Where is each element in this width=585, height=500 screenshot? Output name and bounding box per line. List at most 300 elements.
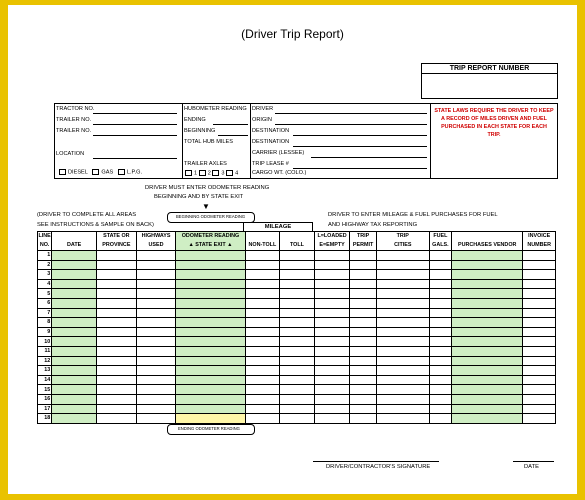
table-cell[interactable] (280, 366, 315, 376)
table-cell[interactable] (314, 375, 350, 385)
table-cell[interactable] (314, 308, 350, 318)
table-row (38, 385, 556, 395)
table-cell[interactable] (136, 260, 176, 270)
table-cell[interactable] (136, 356, 176, 366)
destination-field-2[interactable] (293, 146, 427, 147)
table-cell[interactable] (52, 260, 97, 270)
table-cell[interactable] (376, 318, 429, 328)
table-cell[interactable] (280, 385, 315, 395)
table-cell[interactable] (523, 366, 556, 376)
table-cell[interactable] (136, 375, 176, 385)
table-cell[interactable] (245, 414, 280, 424)
table-cell[interactable] (136, 414, 176, 424)
table-cell[interactable] (280, 346, 315, 356)
table-cell[interactable] (136, 385, 176, 395)
table-cell[interactable] (136, 308, 176, 318)
table-cell[interactable] (245, 251, 280, 261)
gas-label: GAS (101, 169, 114, 176)
table-cell[interactable] (350, 356, 376, 366)
table-cell[interactable] (52, 318, 97, 328)
table-cell[interactable] (280, 260, 315, 270)
table-cell[interactable] (97, 356, 137, 366)
column-header-bottom: GALS. (429, 241, 451, 251)
table-cell[interactable] (523, 289, 556, 299)
table-cell[interactable] (52, 414, 97, 424)
column-header-bottom: PERMIT (350, 241, 376, 251)
table-cell[interactable] (245, 366, 280, 376)
table-cell[interactable] (429, 414, 451, 424)
table-cell[interactable] (136, 404, 176, 414)
table-cell[interactable] (452, 385, 523, 395)
table-cell[interactable] (350, 289, 376, 299)
table-cell[interactable] (523, 385, 556, 395)
table-cell[interactable] (376, 394, 429, 404)
state-laws-notice: STATE LAWS REQUIRE THE DRIVER TO KEEP A RECORD OF MILES DRIVEN AND FUEL PURCHASED IN EACH STATE FOR EACH TRIP. (434, 108, 554, 138)
table-cell[interactable] (280, 394, 315, 404)
table-cell[interactable] (52, 327, 97, 337)
table-cell[interactable] (314, 385, 350, 395)
column-header-bottom: NON-TOLL (245, 241, 280, 251)
odometer-note-line2: BEGINNING AND BY STATE EXIT (154, 194, 244, 200)
axle-2-checkbox[interactable] (199, 170, 206, 176)
table-cell[interactable] (280, 375, 315, 385)
table-cell[interactable] (523, 337, 556, 347)
column-header-top: ODOMETER READING (176, 232, 245, 242)
table-cell[interactable] (314, 394, 350, 404)
table-cell[interactable] (376, 270, 429, 280)
table-cell[interactable] (452, 327, 523, 337)
table-cell[interactable] (429, 404, 451, 414)
line-number: 9 (38, 327, 52, 337)
table-row (38, 327, 556, 337)
table-cell[interactable] (452, 356, 523, 366)
table-cell[interactable] (376, 404, 429, 414)
table-cell[interactable] (350, 414, 376, 424)
table-cell[interactable] (245, 270, 280, 280)
table-cell[interactable] (376, 346, 429, 356)
line-number: 10 (38, 337, 52, 347)
table-cell[interactable] (97, 404, 137, 414)
table-cell[interactable] (136, 270, 176, 280)
table-cell[interactable] (429, 356, 451, 366)
table-cell[interactable] (452, 308, 523, 318)
table-cell[interactable] (136, 337, 176, 347)
line-number: 8 (38, 318, 52, 328)
table-cell[interactable] (523, 414, 556, 424)
table-cell[interactable] (280, 279, 315, 289)
table-cell[interactable] (314, 404, 350, 414)
trip-report-number-box[interactable] (421, 63, 558, 99)
signature-line[interactable] (313, 461, 439, 462)
line-number: 13 (38, 366, 52, 376)
table-cell[interactable] (176, 318, 245, 328)
table-row (38, 270, 556, 280)
table-cell[interactable] (452, 337, 523, 347)
column-header-top: L=LOADED (314, 232, 350, 242)
table-cell[interactable] (245, 298, 280, 308)
date-label: DATE (524, 464, 540, 470)
line-number: 6 (38, 298, 52, 308)
table-cell[interactable] (176, 279, 245, 289)
table-cell[interactable] (136, 318, 176, 328)
table-cell[interactable] (523, 298, 556, 308)
table-cell[interactable] (280, 308, 315, 318)
table-row (38, 298, 556, 308)
table-cell[interactable] (376, 356, 429, 366)
driver-field[interactable] (275, 113, 427, 114)
table-cell[interactable] (452, 279, 523, 289)
table-cell[interactable] (97, 251, 137, 261)
origin-label: ORIGIN (252, 117, 272, 123)
table-cell[interactable] (97, 327, 137, 337)
table-cell[interactable] (429, 298, 451, 308)
table-cell[interactable] (52, 337, 97, 347)
table-cell[interactable] (280, 251, 315, 261)
table-cell[interactable] (314, 260, 350, 270)
table-cell[interactable] (97, 385, 137, 395)
table-cell[interactable] (452, 346, 523, 356)
table-cell[interactable] (523, 279, 556, 289)
table-cell[interactable] (452, 251, 523, 261)
axle-options (185, 170, 238, 177)
table-cell[interactable] (314, 356, 350, 366)
table-cell[interactable] (245, 346, 280, 356)
table-cell[interactable] (314, 346, 350, 356)
table-cell[interactable] (280, 327, 315, 337)
table-cell[interactable] (350, 385, 376, 395)
table-cell[interactable] (97, 346, 137, 356)
table-cell[interactable] (280, 404, 315, 414)
table-cell[interactable] (176, 260, 245, 270)
table-cell[interactable] (429, 318, 451, 328)
trailer-no-field-1[interactable] (93, 124, 177, 125)
axle-1-checkbox[interactable] (185, 170, 192, 176)
table-row (38, 356, 556, 366)
line-number: 12 (38, 356, 52, 366)
table-cell[interactable] (523, 404, 556, 414)
table-cell[interactable] (52, 356, 97, 366)
total-hub-miles-label: TOTAL HUB MILES (184, 139, 234, 145)
trailer-no-field-2[interactable] (93, 135, 177, 136)
table-cell[interactable] (176, 327, 245, 337)
table-row (38, 289, 556, 299)
carrier-field[interactable] (311, 157, 427, 158)
table-cell[interactable] (52, 394, 97, 404)
table-cell[interactable] (176, 270, 245, 280)
table-cell[interactable] (52, 298, 97, 308)
table-cell[interactable] (314, 251, 350, 261)
table-cell[interactable] (376, 337, 429, 347)
table-cell[interactable] (314, 298, 350, 308)
table-cell[interactable] (523, 394, 556, 404)
table-cell[interactable] (176, 356, 245, 366)
table-cell[interactable] (245, 279, 280, 289)
table-cell[interactable] (97, 366, 137, 376)
table-cell[interactable] (280, 337, 315, 347)
table-cell[interactable] (429, 251, 451, 261)
divider (430, 104, 431, 178)
table-cell[interactable] (176, 414, 245, 424)
table-cell[interactable] (376, 414, 429, 424)
table-cell[interactable] (452, 366, 523, 376)
ending-field[interactable] (213, 124, 248, 125)
table-cell[interactable] (429, 366, 451, 376)
table-cell[interactable] (350, 327, 376, 337)
table-cell[interactable] (314, 327, 350, 337)
table-cell[interactable] (136, 251, 176, 261)
trailer-no-label-2: TRAILER NO. (56, 128, 92, 134)
table-cell[interactable] (376, 308, 429, 318)
signature-label: DRIVER/CONTRACTOR'S SIGNATURE (326, 464, 431, 470)
table-cell[interactable] (136, 394, 176, 404)
table-cell[interactable] (523, 346, 556, 356)
fuel-options (59, 169, 142, 176)
column-header-top (245, 232, 280, 242)
table-cell[interactable] (245, 404, 280, 414)
origin-field[interactable] (275, 124, 427, 125)
table-cell[interactable] (97, 375, 137, 385)
table-cell[interactable] (176, 404, 245, 414)
table-cell[interactable] (280, 414, 315, 424)
table-cell[interactable] (136, 346, 176, 356)
destination-label-2: DESTINATION (252, 139, 290, 145)
table-cell[interactable] (176, 251, 245, 261)
table-row (38, 394, 556, 404)
table-cell[interactable] (452, 414, 523, 424)
table-cell[interactable] (245, 308, 280, 318)
diesel-checkbox[interactable] (59, 169, 66, 175)
table-cell[interactable] (350, 270, 376, 280)
location-field[interactable] (93, 158, 177, 159)
table-cell[interactable] (97, 337, 137, 347)
table-cell[interactable] (314, 279, 350, 289)
table-cell[interactable] (176, 366, 245, 376)
table-cell[interactable] (350, 366, 376, 376)
mileage-group-header: MILEAGE (243, 222, 313, 232)
column-header-top: HIGHWAYS (136, 232, 176, 242)
table-cell[interactable] (245, 375, 280, 385)
report-sheet (8, 5, 577, 494)
table-cell[interactable] (350, 394, 376, 404)
table-cell[interactable] (350, 337, 376, 347)
lpg-checkbox[interactable] (118, 169, 125, 175)
table-cell[interactable] (452, 375, 523, 385)
table-cell[interactable] (376, 385, 429, 395)
table-cell[interactable] (176, 308, 245, 318)
table-cell[interactable] (136, 298, 176, 308)
table-cell[interactable] (523, 318, 556, 328)
table-cell[interactable] (52, 346, 97, 356)
table-cell[interactable] (245, 385, 280, 395)
trailer-no-label-1: TRAILER NO. (56, 117, 92, 123)
table-cell[interactable] (376, 279, 429, 289)
axle-1-label: 1 (194, 170, 198, 177)
table-cell[interactable] (245, 289, 280, 299)
table-cell[interactable] (523, 356, 556, 366)
table-cell[interactable] (245, 356, 280, 366)
table-cell[interactable] (52, 251, 97, 261)
table-cell[interactable] (452, 289, 523, 299)
table-cell[interactable] (350, 251, 376, 261)
table-cell[interactable] (245, 337, 280, 347)
table-cell[interactable] (523, 327, 556, 337)
table-cell[interactable] (376, 289, 429, 299)
tractor-no-label: TRACTOR NO. (56, 106, 95, 112)
column-header-bottom: NO. (38, 241, 52, 251)
beginning-odometer-bracket (167, 212, 255, 223)
table-row (38, 375, 556, 385)
table-cell[interactable] (97, 270, 137, 280)
table-cell[interactable] (280, 298, 315, 308)
table-cell[interactable] (350, 308, 376, 318)
line-number: 3 (38, 270, 52, 280)
table-cell[interactable] (97, 260, 137, 270)
table-cell[interactable] (452, 394, 523, 404)
table-cell[interactable] (350, 346, 376, 356)
column-header-top (452, 232, 523, 242)
table-cell[interactable] (52, 404, 97, 414)
column-header-top: LINE (38, 233, 51, 239)
table-cell[interactable] (52, 270, 97, 280)
table-cell[interactable] (350, 279, 376, 289)
column-header-bottom: PURCHASES VENDOR (452, 241, 523, 251)
table-cell[interactable] (97, 298, 137, 308)
table-cell[interactable] (429, 375, 451, 385)
table-cell[interactable] (314, 289, 350, 299)
table-cell[interactable] (52, 289, 97, 299)
table-cell[interactable] (452, 298, 523, 308)
table-cell[interactable] (429, 346, 451, 356)
table-cell[interactable] (429, 279, 451, 289)
table-cell[interactable] (52, 279, 97, 289)
gas-checkbox[interactable] (92, 169, 99, 175)
table-cell[interactable] (280, 270, 315, 280)
table-cell[interactable] (176, 298, 245, 308)
column-header-bottom: PROVINCE (97, 241, 137, 251)
table-cell[interactable] (280, 289, 315, 299)
table-cell[interactable] (429, 289, 451, 299)
table-cell[interactable] (376, 298, 429, 308)
table-cell[interactable] (376, 366, 429, 376)
column-header-bottom: NUMBER (523, 241, 556, 251)
table-cell[interactable] (176, 289, 245, 299)
table-cell[interactable] (429, 308, 451, 318)
table-cell[interactable] (429, 394, 451, 404)
table-cell[interactable] (245, 318, 280, 328)
table-row (38, 414, 556, 424)
table-cell[interactable] (376, 251, 429, 261)
table-cell[interactable] (523, 270, 556, 280)
tractor-no-field[interactable] (93, 113, 177, 114)
table-cell[interactable] (523, 375, 556, 385)
trailer-axles-label: TRAILER AXLES (184, 161, 227, 167)
table-cell[interactable] (452, 318, 523, 328)
table-cell[interactable] (280, 318, 315, 328)
table-cell[interactable] (452, 270, 523, 280)
table-cell[interactable] (350, 298, 376, 308)
table-cell[interactable] (97, 318, 137, 328)
table-cell[interactable] (314, 337, 350, 347)
table-cell[interactable] (245, 260, 280, 270)
date-line[interactable] (513, 461, 554, 462)
table-cell[interactable] (429, 385, 451, 395)
mileage-fuel-note: DRIVER TO ENTER MILEAGE & FUEL PURCHASES FOR FUEL (328, 212, 498, 218)
lpg-label: L.P.G. (126, 169, 143, 176)
table-cell[interactable] (314, 414, 350, 424)
table-cell[interactable] (376, 260, 429, 270)
table-cell[interactable] (97, 308, 137, 318)
column-header-top: INVOICE (523, 232, 556, 242)
table-cell[interactable] (97, 394, 137, 404)
carrier-label: CARRIER (LESSEE) (252, 150, 305, 156)
table-cell[interactable] (136, 289, 176, 299)
table-cell[interactable] (314, 366, 350, 376)
table-cell[interactable] (523, 251, 556, 261)
table-cell[interactable] (314, 318, 350, 328)
table-cell[interactable] (280, 356, 315, 366)
table-cell[interactable] (350, 318, 376, 328)
driver-label: DRIVER (252, 106, 274, 112)
trip-lease-field[interactable] (293, 168, 427, 169)
trip-report-number-label: TRIP REPORT NUMBER (422, 64, 557, 74)
page-title: (Driver Trip Report) (241, 27, 344, 41)
table-cell[interactable] (350, 260, 376, 270)
table-cell[interactable] (136, 327, 176, 337)
table-cell[interactable] (245, 327, 280, 337)
table-cell[interactable] (136, 366, 176, 376)
table-cell[interactable] (176, 385, 245, 395)
table-cell[interactable] (350, 375, 376, 385)
table-cell[interactable] (245, 394, 280, 404)
beginning-field[interactable] (218, 135, 248, 136)
table-row (38, 260, 556, 270)
table-cell[interactable] (176, 337, 245, 347)
table-cell[interactable] (97, 279, 137, 289)
table-cell[interactable] (523, 308, 556, 318)
table-cell[interactable] (52, 308, 97, 318)
table-cell[interactable] (52, 375, 97, 385)
table-cell[interactable] (176, 394, 245, 404)
column-header-top (280, 232, 315, 242)
table-cell[interactable] (452, 260, 523, 270)
table-cell[interactable] (350, 404, 376, 414)
table-cell[interactable] (136, 279, 176, 289)
table-cell[interactable] (176, 346, 245, 356)
table-row (38, 308, 556, 318)
table-cell[interactable] (52, 385, 97, 395)
destination-field-1[interactable] (293, 135, 427, 136)
axle-3-label: 3 (221, 170, 225, 177)
table-cell[interactable] (429, 327, 451, 337)
axle-3-checkbox[interactable] (212, 170, 219, 176)
complete-areas-note: (DRIVER TO COMPLETE ALL AREAS (37, 212, 137, 218)
table-cell[interactable] (429, 270, 451, 280)
arrow-down-icon: ▼ (202, 202, 210, 211)
table-cell[interactable] (52, 366, 97, 376)
table-cell[interactable] (376, 327, 429, 337)
table-cell[interactable] (429, 260, 451, 270)
table-cell[interactable] (376, 375, 429, 385)
table-cell[interactable] (314, 270, 350, 280)
column-header-top: FUEL (429, 232, 451, 242)
table-cell[interactable] (452, 404, 523, 414)
axle-4-checkbox[interactable] (226, 170, 233, 176)
table-cell[interactable] (176, 375, 245, 385)
table-cell[interactable] (97, 289, 137, 299)
table-cell[interactable] (97, 414, 137, 424)
table-cell[interactable] (523, 260, 556, 270)
table-cell[interactable] (429, 337, 451, 347)
